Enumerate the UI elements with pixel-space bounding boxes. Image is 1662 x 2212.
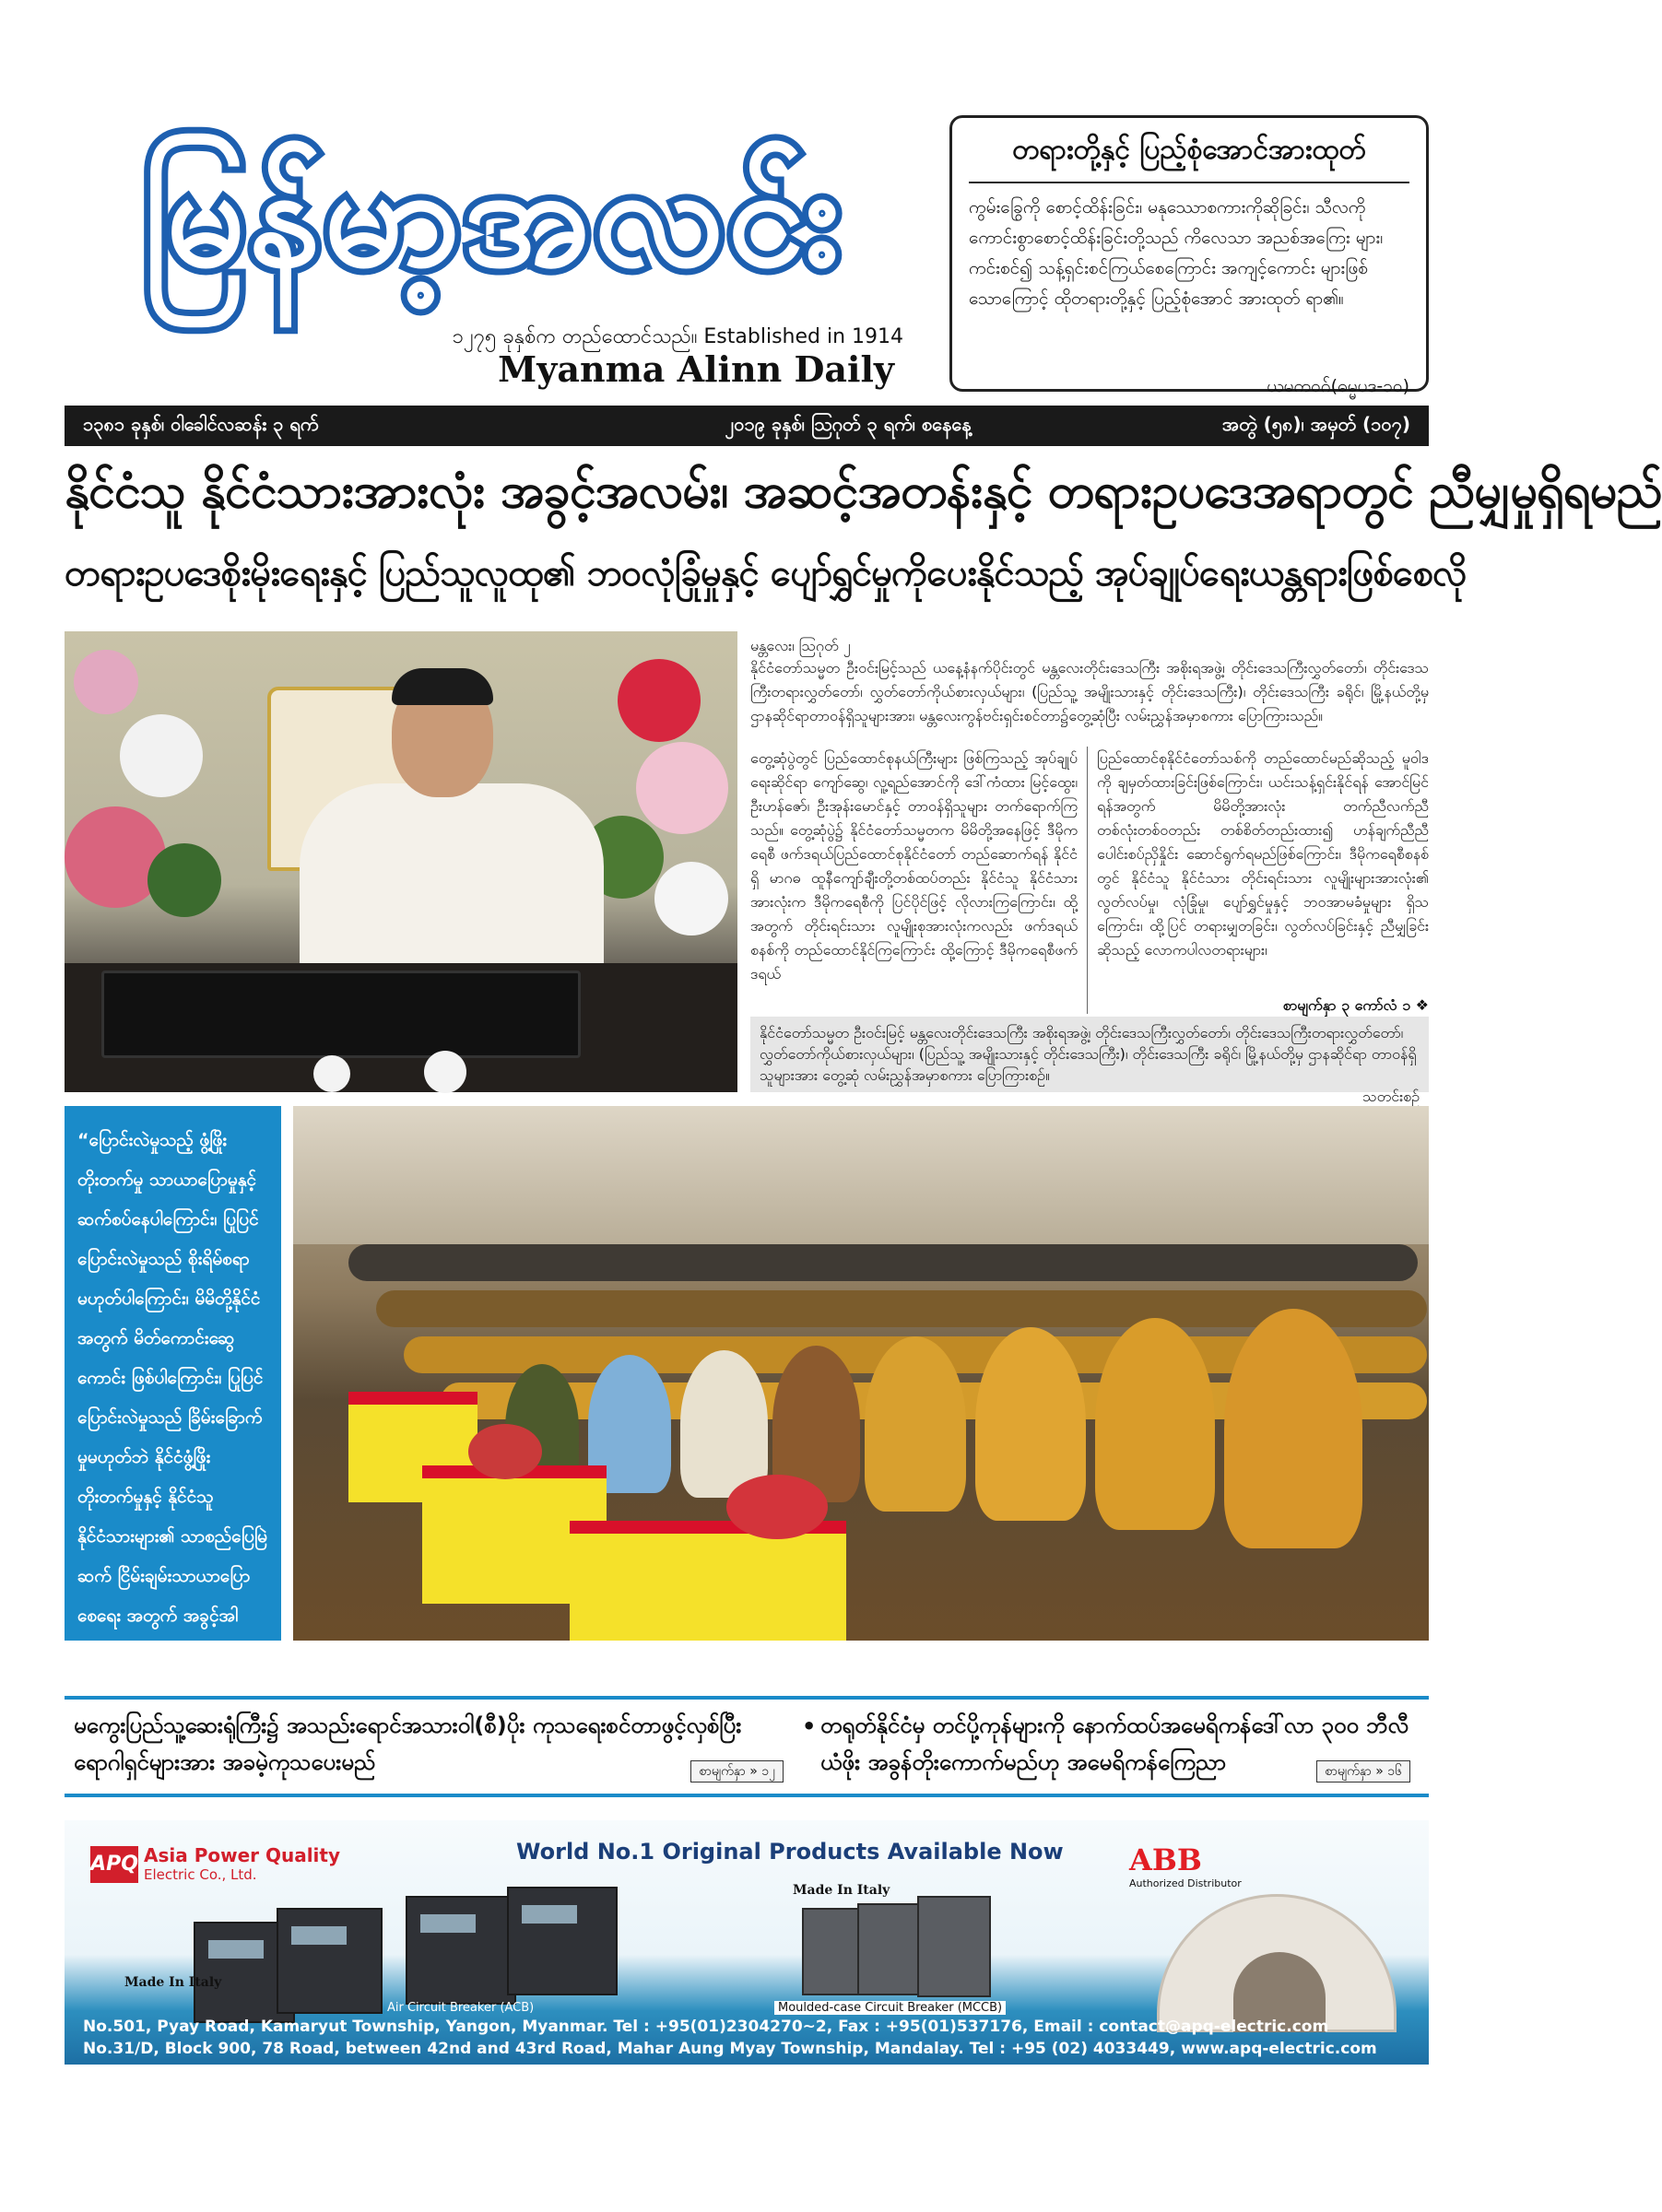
ad-address-yangon: No.501, Pyay Road, Kamaryut Township, Yangon, Myanmar. Tel : +95(01)2304270~2, Fax : +95(01)537176, Email : contact@apq-electric.com bbox=[83, 2018, 1329, 2036]
issue-number: အတွဲ (၅၈)၊ အမှတ် (၁၀၇) bbox=[1221, 413, 1410, 435]
slogan-body: ကွမ်းခြွေကို စောင့်ထိန်းခြင်း၊ မနုဿောစကားကိုဆိုခြင်း၊ သီလကို ကောင်းစွာစောင့်ထိန်းခြင်းတို့သည် ကိလေသာ အညစ်အကြေး များ၊ ကင်းစင်၍ သန့်ရှင်းစင်ကြယ်စေကြောင်း အကျင့်ကောင်း များဖြစ်သောကြောင့် ထိုတရားတို့နှင့် ပြည့်စုံအောင် အားထုတ် ရာ၏။ bbox=[969, 197, 1384, 309]
article-dateline: မန္တလေး၊ ဩဂုတ် ၂ bbox=[750, 637, 851, 654]
apq-logo: APQ bbox=[90, 1846, 138, 1883]
ad-address-mandalay: No.31/D, Block 900, 78 Road, between 42nd and 43rd Road, Mahar Aung Myay Township, Mandalay. Tel : +95 (02) 4033449, www.apq-electric.com bbox=[83, 2040, 1377, 2058]
acb-breaker-4 bbox=[507, 1887, 618, 1995]
photo-caption bbox=[750, 1017, 1429, 1105]
masthead-logo bbox=[65, 127, 922, 335]
mccb-breaker-3 bbox=[917, 1896, 991, 1997]
slogan-box bbox=[949, 115, 1429, 396]
teaser-right-page[interactable]: စာမျက်နှာ » ၁၆ bbox=[1316, 1760, 1410, 1783]
advertisement[interactable] bbox=[65, 1820, 1429, 2065]
date-gregorian: ၂၀၁၉ ခုနှစ်၊ ဩဂုတ် ၃ ရက်၊ စနေနေ့ bbox=[725, 413, 972, 435]
column-divider bbox=[1087, 747, 1088, 1014]
showroom-building bbox=[1157, 1894, 1397, 2032]
teaser-separator: • bbox=[802, 1713, 817, 1739]
speaker-body bbox=[300, 783, 604, 977]
established-line: ၁၂၇၅ ခုနှစ်က တည်ထောင်သည်။ Established in 1914 bbox=[452, 325, 903, 348]
ad-company-sub: Electric Co., Ltd. bbox=[144, 1866, 257, 1883]
acb-breaker-3 bbox=[406, 1896, 516, 2005]
caption-text: နိုင်ငံတော်သမ္မတ ဦးဝင်းမြင့် မန္တလေးတိုင်းဒေသကြီး အစိုးရအဖွဲ့၊ တိုင်းဒေသကြီးလွှတ်တော်၊ တိုင်းဒေသကြီးတရားလွှတ်တော်၊ လွှတ်တော်ကိုယ်စားလှယ်များ၊ (ပြည်သူ့ အမျိုးသားနှင့် တိုင်းဒေသကြီး)၊ တိုင်းဒေသကြီး ခရိုင်၊ မြို့နယ်တို့မှ ဌာနဆိုင်ရာ တာဝန်ရှိသူများအား တွေ့ဆုံ လမ်းညွှန်အမှာစကား ပြောကြားစဉ်။ bbox=[760, 1024, 1417, 1084]
article-column-2: ပြည်ထောင်စုနိုင်ငံတော်သစ်ကို တည်ထောင်မည်ဆိုသည့် မူဝါဒကို ချမှတ်ထားခြင်းဖြစ်ကြောင်း၊ ယင်းသန့်ရှင်းနိုင်ရန် အောင်မြင်ရန်အတွက် မိမိတို့အားလုံး တက်ညီလက်ညီ တစ်လုံးတစ်ဝတည်း တစ်စိတ်တည်းထား၍ ဟန်ချက်ညီညီ ပေါင်းစပ်ညှိနှိုင်း ဆောင်ရွက်ရမည်ဖြစ်ကြောင်း၊ ဒီမိုကရေစီစနစ်တွင် နိုင်ငံသူ နိုင်ငံသား တိုင်းရင်းသား လူမျိုးများအားလုံး၏ လွတ်လပ်မှု၊ လုံခြုံမှု၊ ပျော်ရွှင်မှုနှင့် ဘဝအာမခံမှုများ ရှိသကြောင်း၊ ထို့ပြင် တရားမျှတခြင်း၊ လွတ်လပ်ခြင်းနှင့် ညီမျှခြင်းဆိုသည့် လောကပါလတရားများ၊ bbox=[1097, 749, 1429, 959]
mccb-breaker-1 bbox=[802, 1908, 859, 1995]
teaser-left-text: မကွေးပြည်သူ့ဆေးရုံကြီး၌ အသည်းရောင်အသားဝါ(စီ)ပိုး ကုသရေးစင်တာဖွင့်လှစ်ပြီး ရောဂါရှင်များအား အခမဲ့ကုသပေးမည် bbox=[74, 1712, 742, 1775]
teaser-left-page[interactable]: စာမျက်နှာ » ၁၂ bbox=[690, 1760, 784, 1783]
continued-link[interactable]: စာမျက်နှာ ၃ ကော်လံ ၁ ❖ bbox=[1282, 996, 1429, 1014]
article-column-1: တွေ့ဆုံပွဲတွင် ပြည်ထောင်စုနယ်ကြီးများ ဖြစ်ကြသည့် အုပ်ချုပ်ရေးဆိုင်ရာ ကျော်ဆွေ၊ လူ့ရည်အောင်ကို ဒေါ်ကံထား မြင့်ထွေး၊ ဦးဟန်ဇော်၊ ဦးအုန်းမောင်နှင့် တာဝန်ရှိသူများ တက်ရောက်ကြသည်။ တွေ့ဆုံပွဲ၌ နိုင်ငံတော်သမ္မတက မိမိတို့အနေဖြင့် ဒီမိုကရေစီ ဖက်ဒရယ်ပြည်ထောင်စုနိုင်ငံတော် တည်ဆောက်ရန် နိုင်ငံရှိ မာဂဓ ထူနီကျော်ချီးတို့တစ်ထပ်တည်း နိုင်ငံသူ နိုင်ငံသားအားလုံးက ဒီမိုကရေစီကို ပြင်ပိုင်ဖြင့် လိုလားကြကြောင်း၊ ထို့အတွက် တိုင်းရင်းသား လူမျိုးစုအားလုံးကလည်း ဖက်ဒရယ်စနစ်ကို တည်ထောင်နိုင်ကြကြောင်း ထို့ကြောင့် ဒီမိုကရေစီဖက်ဒရယ် bbox=[750, 749, 1078, 982]
ad-mccb-label: Moulded-case Circuit Breaker (MCCB) bbox=[774, 2001, 1006, 2015]
slogan-source: ယမကဝဂ်(ဓမ္မပဒ-၁၀) bbox=[1267, 376, 1409, 396]
ad-company-name: Asia Power Quality bbox=[144, 1844, 341, 1866]
ad-acb-label: Air Circuit Breaker (ACB) bbox=[387, 2001, 535, 2015]
date-myanmar: ၁၃၈၁ ခုနှစ်၊ ဝါခေါင်လဆန်း ၃ ရက် bbox=[83, 413, 319, 435]
date-bar bbox=[65, 406, 1429, 446]
quote-box: “ပြောင်းလဲမှုသည့် ဖွံ့ဖြိုးတိုးတက်မှု သာယာပြောမှုနှင့် ဆက်စပ်နေပါကြောင်း၊ ပြုပြင်ပြောင်းလဲမှုသည် စိုးရိမ်စရာမဟုတ်ပါကြောင်း၊ မိမိတို့နိုင်ငံအတွက် မိတ်ကောင်းဆွေကောင်း ဖြစ်ပါကြောင်း၊ ပြုပြင်ပြောင်းလဲမှုသည် ခြိမ်းခြောက်မှုမဟုတ်ဘဲ နိုင်ငံဖွံ့ဖြိုးတိုးတက်မှုနှင့် နိုင်ငံသူ နိုင်ငံသားများ၏ သာစည်ပြေမြဲဆက် ငြိမ်းချမ်းသာယာပြောစေရေး အတွက် အခွင့်အါကောင်းဖြစ်” bbox=[65, 1106, 281, 1641]
teaser-left[interactable] bbox=[74, 1707, 793, 1792]
audience-photo bbox=[293, 1106, 1429, 1641]
headline-main: နိုင်ငံသူ နိုင်ငံသားအားလုံး အခွင့်အလမ်း၊ အဆင့်အတန်းနှင့် တရားဥပဒေအရာတွင် ညီမျှမှုရှိရမည် bbox=[65, 464, 1662, 519]
main-photo bbox=[65, 631, 737, 1092]
caption-credit: သတင်းစဉ် bbox=[1362, 1088, 1420, 1105]
acb-breaker-2 bbox=[277, 1908, 383, 2014]
abb-logo: ABB bbox=[1129, 1842, 1202, 1877]
teaser-right[interactable] bbox=[820, 1707, 1420, 1792]
ad-made-in-italy-mccb: Made In Italy bbox=[793, 1883, 890, 1898]
ad-made-in-italy-acb: Made In Italy bbox=[124, 1975, 222, 1990]
monitor bbox=[101, 971, 581, 1058]
mccb-breaker-2 bbox=[857, 1903, 922, 1995]
slogan-title: တရားတို့နှင့် ပြည့်စုံအောင်အားထုတ် bbox=[969, 131, 1409, 183]
article-lead: နိုင်ငံတော်သမ္မတ ဦးဝင်းမြင့်သည် ယနေ့နံနက်ပိုင်းတွင် မန္တလေးတိုင်းဒေသကြီး အစိုးရအဖွဲ့၊ တိုင်းဒေသကြီးလွှတ်တော်၊ တိုင်းဒေသကြီးတရားလွှတ်တော်၊ လွှတ်တော်ကိုယ်စားလှယ်များ၊ (ပြည်သူ့ အမျိုးသားနှင့် တိုင်းဒေသကြီး)၊ တိုင်းဒေသကြီး ခရိုင်၊ မြို့နယ်တို့မှ ဌာနဆိုင်ရာတာဝန်ရှိသူများအား၊ မန္တလေးကွန်ဗင်းရှင်းစင်တာ၌တွေ့ဆုံပြီး လမ်းညွှန်အမှာစကား ပြောကြားသည်။ bbox=[750, 659, 1429, 724]
masthead-title: မြန်မာ့အလင်း bbox=[143, 137, 843, 298]
daily-name-en: Myanma Alinn Daily bbox=[498, 348, 894, 390]
teaser-right-text: တရုတ်နိုင်ငံမှ တင်ပို့ကုန်များကို နောက်ထပ်အမေရိကန်ဒေါ်လာ ၃၀၀ ဘီလီယံဖိုး အခွန်တိုးကောက်မည်ဟု အမေရိကန်ကြေညာ bbox=[820, 1712, 1409, 1775]
headline-sub: တရားဥပဒေစိုးမိုးရေးနှင့် ပြည်သူလူထု၏ ဘဝလုံခြုံမှုနှင့် ပျော်ရွှင်မှုကိုပေးနိုင်သည့် အုပ်ချုပ်ရေးယန္တရားဖြစ်စေလို bbox=[65, 552, 1467, 594]
ad-headline: World No.1 Original Products Available Now bbox=[516, 1839, 1064, 1865]
abb-authorized: Authorized Distributor bbox=[1129, 1877, 1242, 1889]
teasers-bar bbox=[65, 1696, 1429, 1797]
